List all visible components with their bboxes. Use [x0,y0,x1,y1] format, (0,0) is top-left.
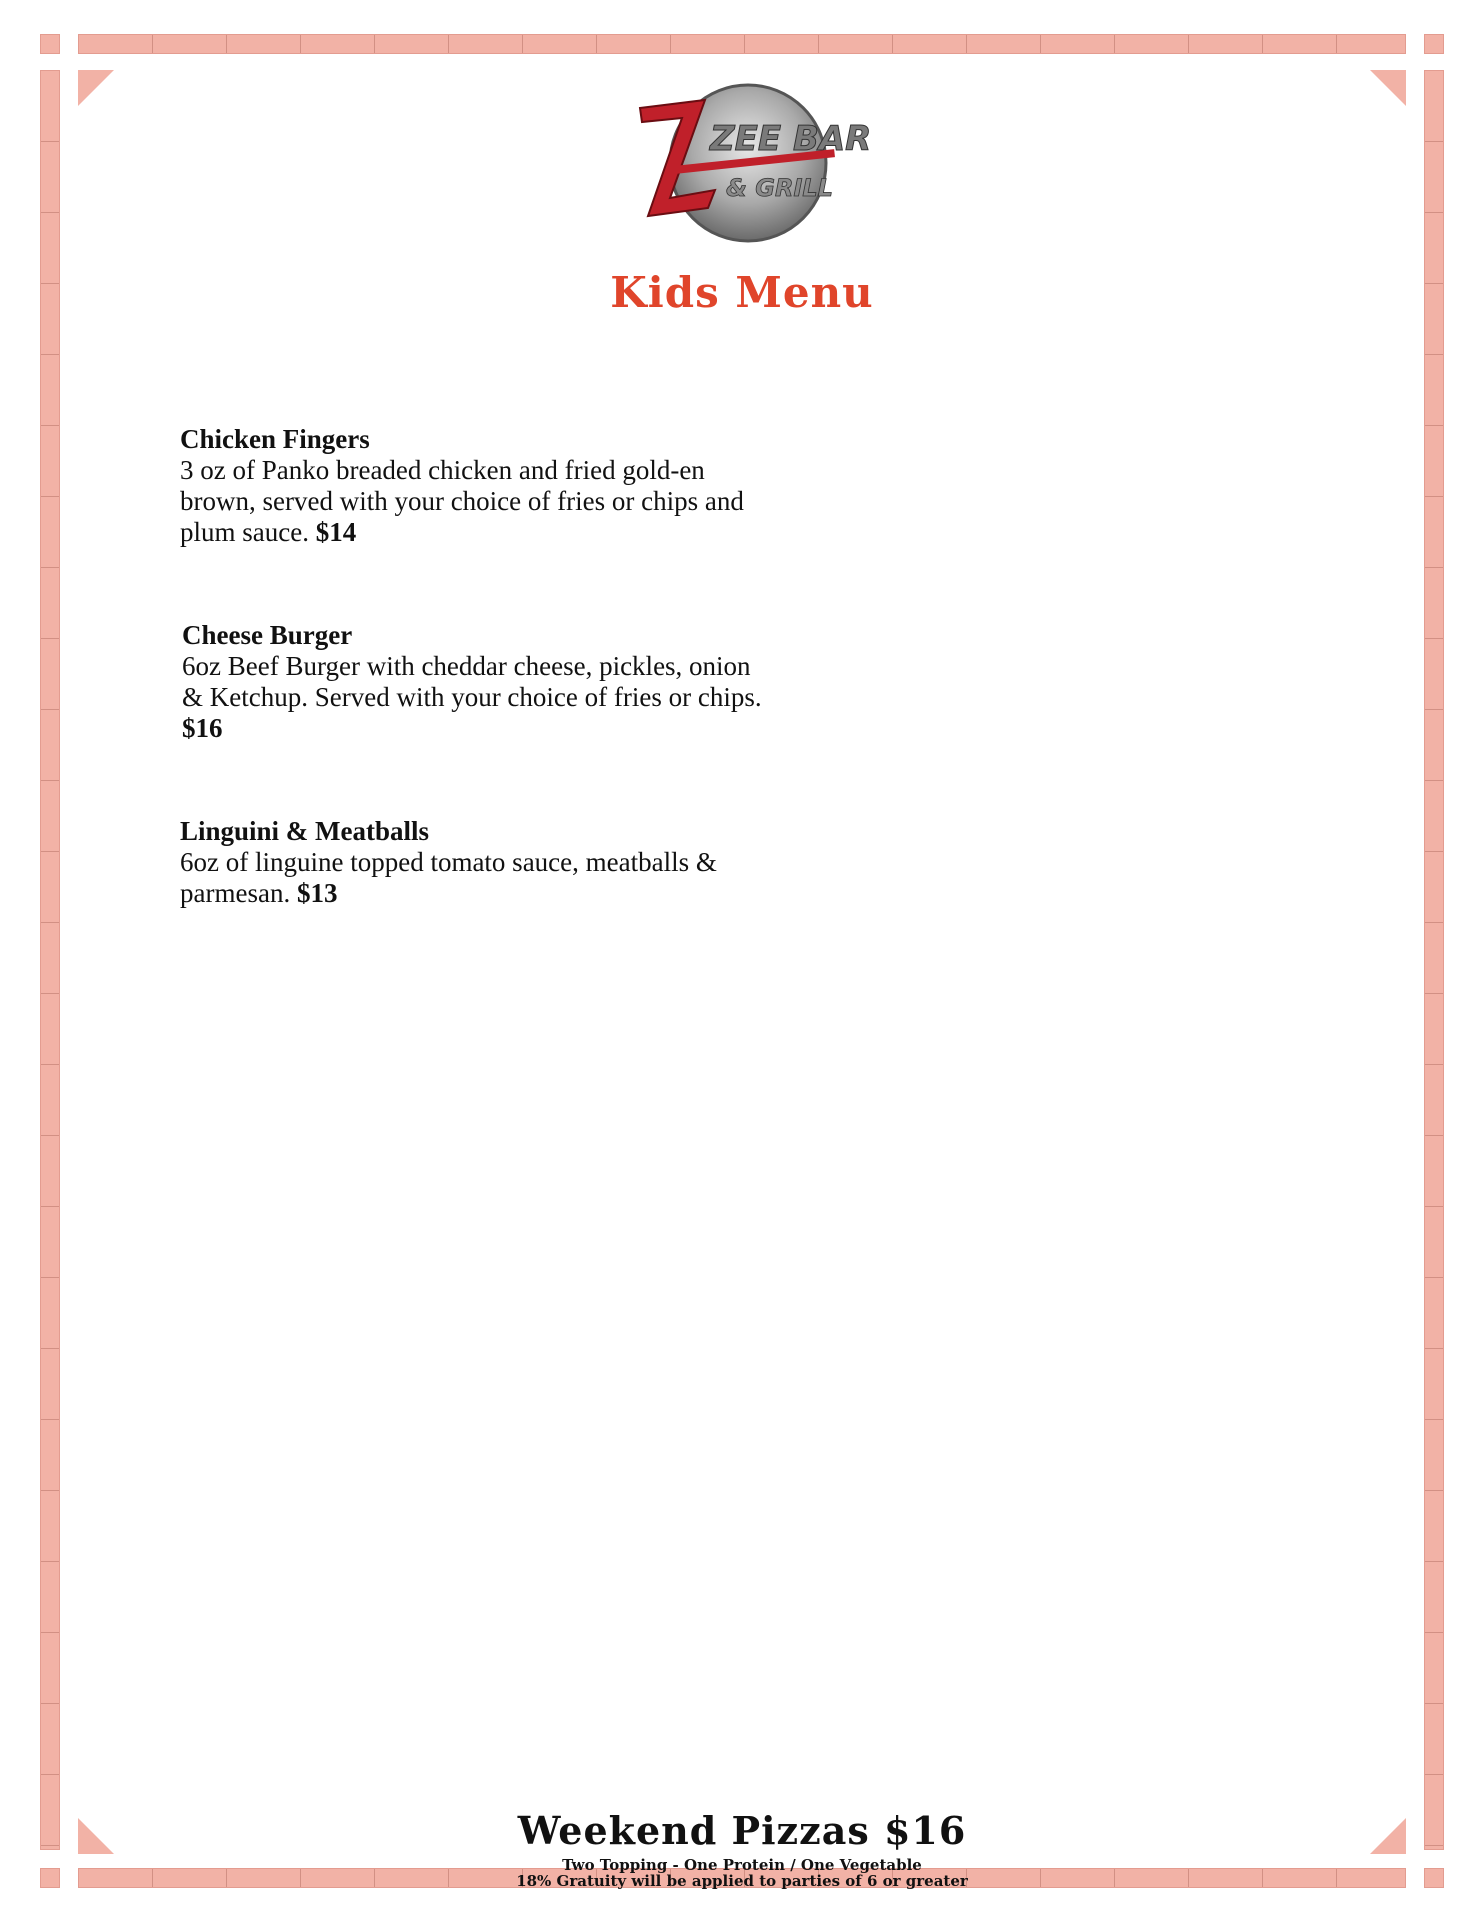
item-name: Linguini & Meatballs [180,816,430,846]
item-description: 3 oz of Panko breaded chicken and fried gold-en brown, served with your choice of fries or chips and plum sauce. [180,455,744,547]
item-name: Chicken Fingers [180,424,370,454]
item-name: Cheese Burger [182,620,353,650]
corner-top-left [40,34,60,54]
page-title: Kids Menu [610,268,874,317]
pizza-detail: Two Topping - One Protein / One Vegetable [562,1856,922,1874]
item-description-wrap [180,455,760,548]
menu-item [180,816,760,909]
menu-item [180,424,760,548]
right-border [1424,70,1444,1850]
corner-triangle-top-right [1370,70,1406,106]
item-price: $16 [182,713,223,743]
left-border [40,70,60,1850]
top-border [78,34,1406,54]
corner-top-right [1424,34,1444,54]
item-description-wrap [180,847,760,909]
gratuity-note: 18% Gratuity will be applied to parties of 6 or greater [516,1872,968,1890]
weekend-pizza-heading: Weekend Pizzas $16 [517,1808,967,1853]
item-description-wrap [182,651,762,744]
menu-item [182,620,762,744]
item-description: 6oz of linguine topped tomato sauce, meatballs & parmesan. [180,847,717,908]
item-price: $14 [315,517,357,547]
item-price: $13 [296,878,338,908]
logo-text-main: ZEE BAR [710,119,872,159]
logo-text-sub: & GRILL [726,174,833,202]
restaurant-logo [630,78,872,248]
corner-triangle-top-left [78,70,114,106]
item-description: 6oz Beef Burger with cheddar cheese, pickles, onion & Ketchup. Served with your choice of fries or chips. [182,651,762,712]
